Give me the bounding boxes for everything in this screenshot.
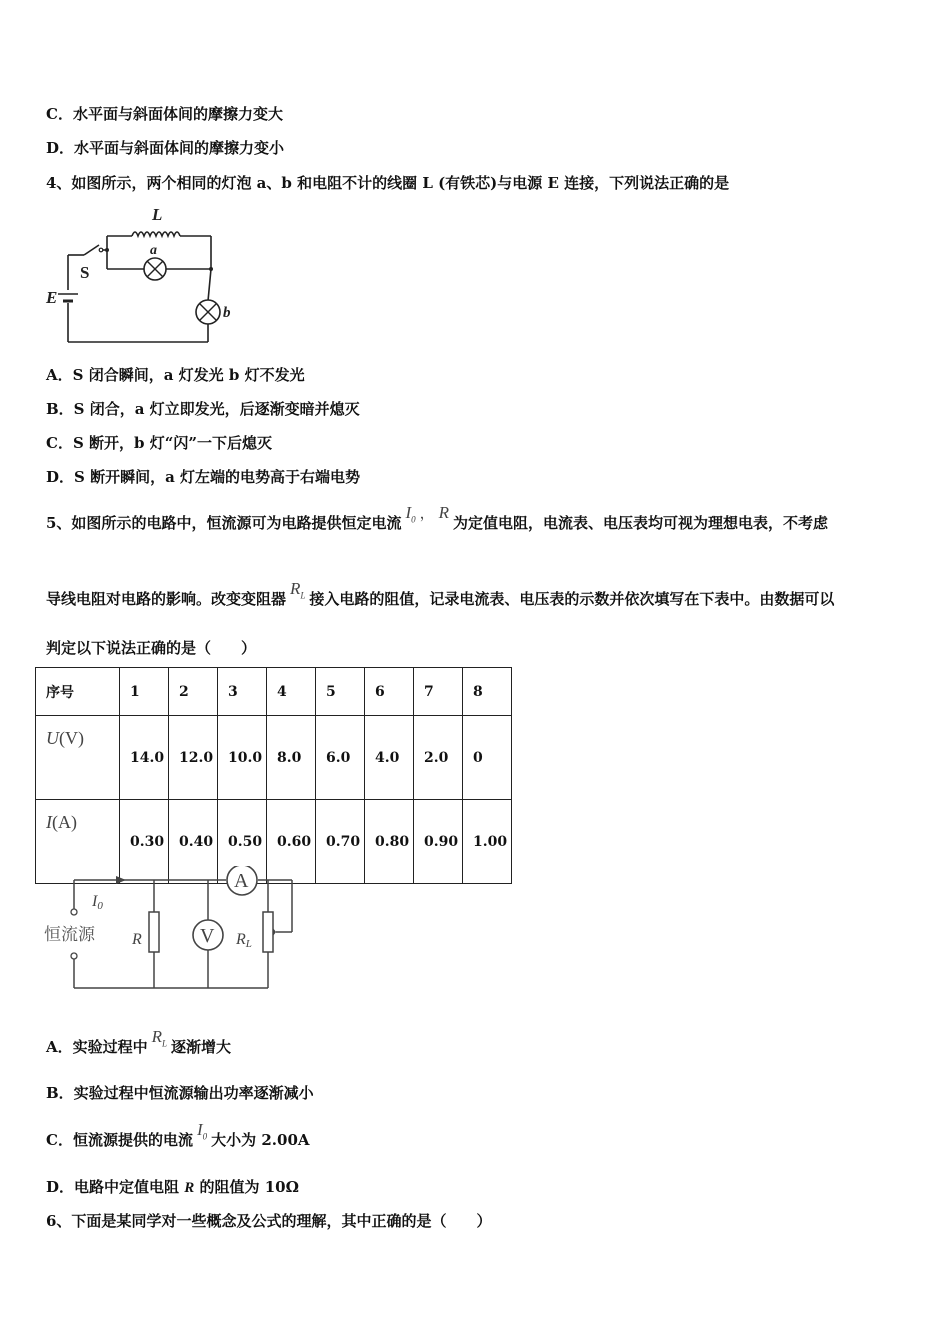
label-S: S: [80, 263, 90, 282]
row-label-current: I(A): [36, 800, 120, 884]
table-cell: 0.70: [316, 800, 365, 884]
symbol-I0-option: $I_0$: [196, 1120, 208, 1142]
q4-option-c: C．S 断开，b 灯“闪”一下后熄灭: [46, 434, 272, 452]
q3-option-c: C．水平面与斜面体间的摩擦力变大: [46, 105, 283, 123]
table-cell: 0.50: [218, 800, 267, 884]
table-header-cell: 2: [169, 668, 218, 716]
table-cell: 8.0: [267, 716, 316, 800]
lamp-a: [144, 258, 166, 280]
q4-stem: 4、如图所示，两个相同的灯泡 a、b 和电阻不计的线圈 L (有铁芯)与电源 E 连接，下列说法正确的是: [46, 174, 730, 192]
q5-stem-text-1: 5、如图所示的电路中，恒流源可为电路提供恒定电流: [46, 514, 402, 532]
label-V: V: [200, 925, 215, 947]
q4-option-d: D．S 断开瞬间，a 灯左端的电势高于右端电势: [46, 468, 361, 486]
q5-option-a: A．实验过程中$R_L$ 逐渐增大: [46, 1027, 232, 1056]
q5-data-table: [35, 667, 512, 884]
q4-option-a: A．S 闭合瞬间，a 灯发光 b 灯不发光: [46, 366, 305, 384]
label-R: R: [132, 931, 142, 948]
table-cell: 0.60: [267, 800, 316, 884]
table-header-row: [36, 668, 512, 716]
table-header-cell: 1: [120, 668, 169, 716]
table-cell: 10.0: [218, 716, 267, 800]
symbol-separator: ，: [419, 504, 435, 522]
q5-stem-text-4: 接入电路的阻值，记录电流表、电压表的示数并依次填写在下表中。由数据可以: [309, 590, 835, 608]
table-header-cell: 序号: [36, 668, 120, 716]
symbol-RL: $R_L$: [290, 579, 306, 601]
q6-stem: 6、下面是某同学对一些概念及公式的理解，其中正确的是（ ）: [46, 1212, 492, 1230]
table-cell: 0: [463, 716, 512, 800]
symbol-I0: $I_0$: [405, 503, 416, 525]
table-cell: 6.0: [316, 716, 365, 800]
table-cell: 12.0: [169, 716, 218, 800]
q4-circuit-diagram: [44, 200, 244, 350]
label-b: b: [223, 305, 231, 321]
row-label-voltage: U(V): [36, 716, 120, 800]
rheostat-RL: [263, 912, 273, 952]
junction-dot: [209, 267, 213, 271]
q5-stem-text-2: 为定值电阻，电流表、电压表均可视为理想电表，不考虑: [453, 514, 829, 532]
q5-stem-text-3: 导线电阻对电路的影响。改变变阻器: [46, 590, 287, 608]
table-row-voltage: [36, 716, 512, 800]
resistor-R: [149, 912, 159, 952]
table-cell: 0.80: [365, 800, 414, 884]
q5-circuit-diagram: [40, 866, 310, 996]
symbol-R-option: R: [184, 1180, 195, 1196]
q4-option-b: B．S 闭合，a 灯立即发光，后逐渐变暗并熄灭: [46, 400, 360, 418]
table-header-cell: 3: [218, 668, 267, 716]
label-RL: RL: [236, 931, 252, 950]
q5-option-d: D．电路中定值电阻 R 的阻值为 10Ω: [46, 1178, 299, 1196]
lamp-b: [196, 300, 220, 324]
label-E: E: [46, 288, 58, 307]
table-header-cell: 6: [365, 668, 414, 716]
q5-stem-line1: [46, 503, 829, 534]
table-cell: 0.90: [414, 800, 463, 884]
symbol-R: R: [438, 503, 450, 522]
slider-arrow-icon: [273, 928, 276, 936]
label-I0: I0: [92, 893, 103, 912]
q5-option-c: C．恒流源提供的电流$I_0$ 大小为 2.00A: [46, 1120, 310, 1149]
junction-dot: [105, 248, 109, 252]
table-header-cell: 5: [316, 668, 365, 716]
table-cell: 14.0: [120, 716, 169, 800]
table-cell: 0.30: [120, 800, 169, 884]
q5-stem-line2: [46, 579, 835, 610]
table-cell: 4.0: [365, 716, 414, 800]
symbol-RL-option: $R_L$: [151, 1027, 168, 1049]
table-cell: 0.40: [169, 800, 218, 884]
table-header-cell: 4: [267, 668, 316, 716]
label-L: L: [152, 205, 163, 224]
terminal-top: [71, 909, 77, 915]
table-header-cell: 7: [414, 668, 463, 716]
table-header-cell: 8: [463, 668, 512, 716]
switch-contact: [99, 248, 103, 252]
label-source: 恒流源: [44, 925, 95, 944]
table-cell: 2.0: [414, 716, 463, 800]
table-cell: 1.00: [463, 800, 512, 884]
current-arrow-icon: [116, 876, 126, 884]
terminal-bottom: [71, 953, 77, 959]
q5-stem-line3: 判定以下说法正确的是（ ）: [46, 639, 257, 657]
q5-option-b: B．实验过程中恒流源输出功率逐渐减小: [46, 1084, 314, 1102]
q3-option-d: D．水平面与斜面体间的摩擦力变小: [46, 139, 285, 157]
label-A: A: [234, 870, 249, 892]
label-a: a: [150, 243, 157, 258]
